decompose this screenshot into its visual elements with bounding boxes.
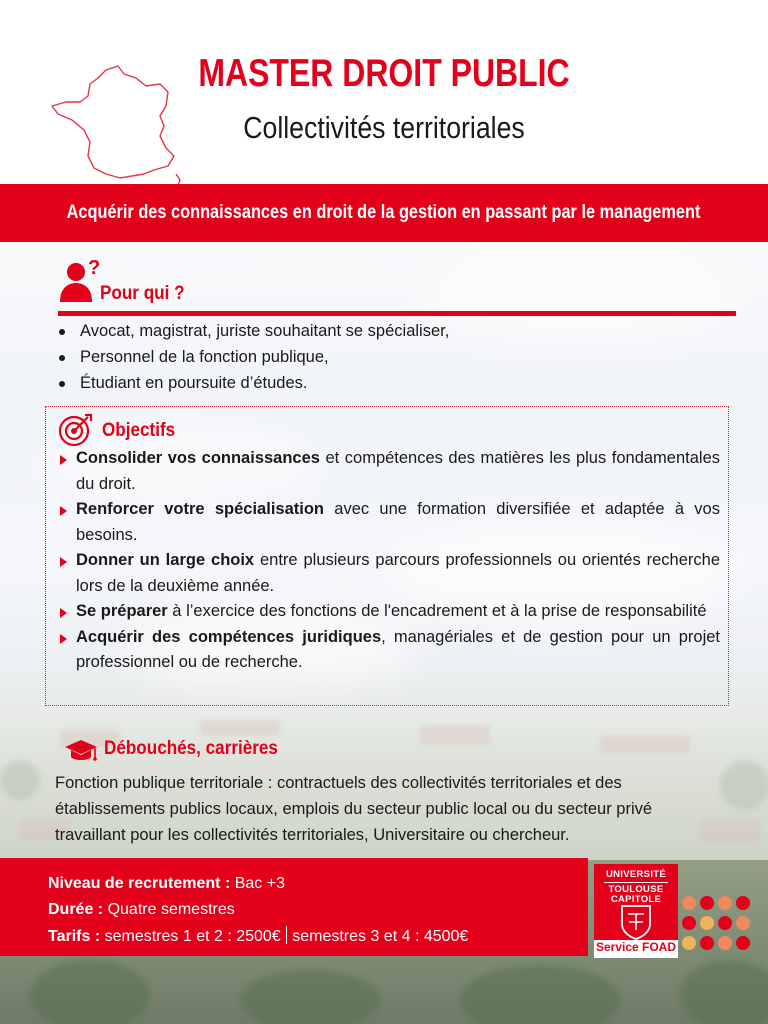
logo-line-1: UNIVERSITÉ xyxy=(605,869,666,880)
objective-highlight: Se préparer xyxy=(76,602,168,620)
fees-line xyxy=(48,926,468,946)
objective-text: , managériales et de gestion pour un projet professionnel ou de recherche. xyxy=(76,627,721,671)
accessibility-icons xyxy=(682,896,754,956)
graduation-cap-icon xyxy=(64,738,98,764)
level-line xyxy=(48,875,285,893)
section-title-objectifs: Objectifs xyxy=(102,420,176,441)
logo-divider xyxy=(604,882,668,883)
arrow-bullet-icon xyxy=(60,506,67,516)
objectives-list xyxy=(58,446,720,676)
objective-highlight: Acquérir des compétences juridiques xyxy=(76,627,382,646)
objective-highlight: Donner un large choix xyxy=(76,551,255,569)
arrow-bullet-icon xyxy=(60,557,67,567)
info-footer xyxy=(0,858,588,956)
fees-value-first-year: semestres 1 et 2 : 2500€ xyxy=(104,928,281,945)
list-item xyxy=(58,548,720,599)
audience-list xyxy=(56,318,449,396)
objective-highlight: Consolider vos connaissances xyxy=(76,449,320,467)
level-value: Bac +3 xyxy=(234,875,285,892)
list-item: Personnel de la fonction publique, xyxy=(56,344,449,370)
fees-value-second-year: semestres 3 et 4 : 4500€ xyxy=(292,928,469,945)
duration-label: Durée : xyxy=(48,901,104,918)
page-subtitle: Collectivités territoriales xyxy=(243,110,525,145)
section-title-debouches: Débouchés, carrières xyxy=(104,738,278,759)
section-title-pour-qui: Pour qui ? xyxy=(100,283,185,304)
duration-value: Quatre semestres xyxy=(107,901,235,918)
tagline-text: Acquérir des connaissances en droit de la gestion en passant par le management xyxy=(67,202,701,223)
arrow-bullet-icon xyxy=(60,455,67,465)
separator xyxy=(286,926,288,944)
objective-highlight: Renforcer votre spécialisation xyxy=(76,500,324,518)
svg-text:?: ? xyxy=(88,258,101,279)
objective-text: entre plusieurs parcours professionnels ou orientés recherche lors de la deuxième année. xyxy=(76,551,720,595)
objective-text: et compétences des matières les plus fondamentales du droit. xyxy=(76,449,720,493)
person-question-icon xyxy=(58,258,104,304)
list-item xyxy=(58,599,720,625)
service-foad-label: Service FOAD xyxy=(594,940,678,958)
logo-line-3: CAPITOLE xyxy=(610,894,662,905)
university-seal-icon xyxy=(616,904,656,940)
objective-text: à l’exercice des fonctions de l'encadrement et à la prise de responsabilité xyxy=(167,602,707,620)
section-divider xyxy=(58,311,736,316)
arrow-bullet-icon xyxy=(60,608,67,618)
duration-line xyxy=(48,901,235,919)
tagline-banner xyxy=(0,184,768,242)
level-label: Niveau de recrutement : xyxy=(48,875,231,892)
list-item: Étudiant en poursuite d’études. xyxy=(56,370,449,396)
list-item xyxy=(58,497,720,548)
list-item xyxy=(58,625,720,676)
objective-text: avec une formation diversifiée et adaptée à vos besoins. xyxy=(76,500,720,544)
careers-text: Fonction publique territoriale : contractuels des collectivités territoriales et des établissements publics locaux, emplois du secteur public local ou du secteur privé travaillant pour les collectivités territoriales, Universitaire ou chercheur. xyxy=(55,774,653,844)
page-title: MASTER DROIT PUBLIC xyxy=(198,52,570,95)
list-item xyxy=(58,446,720,497)
target-icon xyxy=(58,412,94,448)
fees-label: Tarifs : xyxy=(48,928,101,945)
list-item: Avocat, magistrat, juriste souhaitant se spécialiser, xyxy=(56,318,449,344)
logo-line-2: TOULOUSE xyxy=(608,884,664,895)
